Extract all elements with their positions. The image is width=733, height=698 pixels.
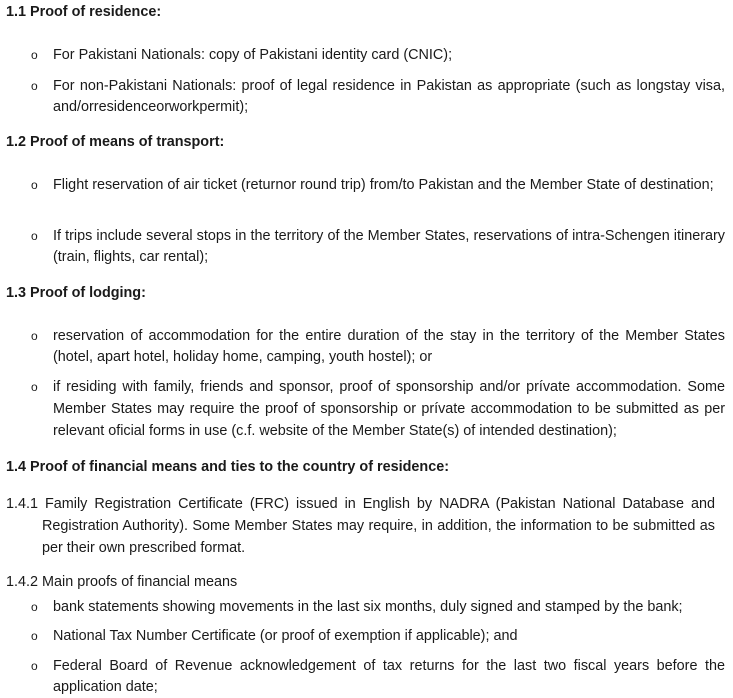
list-item-lodging-2: o if residing with family, friends and sponsor, proof of sponsorship and/or prívate accommodation. Some Member States may require the proof of sponsorship or prívate accommodation to be submitted as per relevant oficial forms in use (c.f. website of the Member State(s) of intended destination); [53, 376, 725, 442]
paragraph-frc: 1.4.1 Family Registration Certificate (FRC) issued in English by NADRA (Pakistan National Database and Registration Authority). Some Member States may require, in addition, the information to be submitted as per their own prescribed format. [6, 496, 715, 556]
heading-proof-of-lodging: 1.3 Proof of lodging: [6, 285, 146, 301]
list-item-financial-1: o bank statements showing movements in the last six months, duly signed and stamped by the bank; [53, 597, 725, 618]
list-item-transport-1: o Flight reservation of air ticket (returnor round trip) from/to Pakistan and the Member State of destination; [53, 175, 725, 196]
list-item-transport-2: o If trips include several stops in the territory of the Member States, reservations of intra-Schengen itinerary (train, flights, car rental); [53, 226, 725, 268]
list-item-financial-3: o Federal Board of Revenue acknowledgement of tax returns for the last two fiscal years before the application date; [53, 656, 725, 698]
list-item-lodging-1: o reservation of accommodation for the entire duration of the stay in the territory of the Member States (hotel, apart hotel, holiday home, camping, youth hostel); or [53, 326, 725, 368]
heading-proof-of-transport: 1.2 Proof of means of transport: [6, 134, 225, 150]
heading-proof-of-residence: 1.1 Proof of residence: [6, 4, 162, 20]
list-item-residence-1: o For Pakistani Nationals: copy of Pakistani identity card (CNIC); [53, 45, 725, 66]
list-item-financial-2: o National Tax Number Certificate (or proof of exemption if applicable); and [53, 626, 725, 647]
heading-proof-of-financial-means: 1.4 Proof of financial means and ties to the country of residence: [6, 459, 450, 475]
list-item-residence-2: o For non-Pakistani Nationals: proof of legal residence in Pakistan as appropriate (such as longstay visa, and/orresidenceorworkpermit); [53, 76, 725, 118]
subheading-main-proofs: 1.4.2 Main proofs of financial means [6, 574, 238, 590]
